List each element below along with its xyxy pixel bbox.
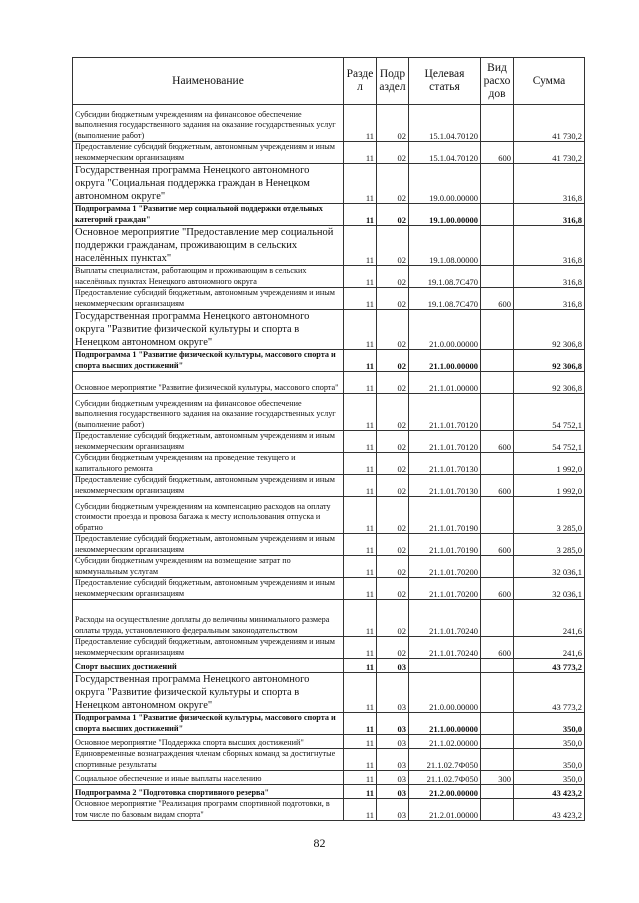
amount-cell: 41 730,2: [514, 142, 585, 164]
target-cell: 21.1.01.70120: [409, 431, 481, 453]
subsection-cell: 02: [377, 310, 409, 350]
subsection-cell: 02: [377, 534, 409, 556]
table-row: [73, 785, 585, 799]
target-cell: 21.1.02.7Ф050: [409, 749, 481, 771]
table-row: [73, 164, 585, 204]
target-cell: 21.0.00.00000: [409, 310, 481, 350]
table-row: [73, 288, 585, 310]
table-row: [73, 453, 585, 475]
name-cell: Государственная программа Ненецкого автономного округа "Развитие физической культуры и спорта в Ненецком автономном округе": [73, 310, 344, 350]
subsection-cell: 02: [377, 497, 409, 534]
subsection-cell: 02: [377, 453, 409, 475]
name-cell: Субсидии бюджетным учреждениям на возмещение затрат по коммунальным услугам: [73, 556, 344, 578]
subsection-cell: 02: [377, 288, 409, 310]
expense-type-cell: 600: [481, 475, 514, 497]
name-cell: Предоставление субсидий бюджетным, автономным учреждениям и иным некоммерческим организациям: [73, 288, 344, 310]
target-cell: 21.1.01.70190: [409, 497, 481, 534]
table-row: [73, 475, 585, 497]
name-cell: Расходы на осуществление доплаты до величины минимального размера оплаты труда, установленного федеральным законодательством: [73, 600, 344, 637]
target-cell: 21.2.01.00000: [409, 799, 481, 821]
expense-type-cell: [481, 713, 514, 735]
target-cell: 21.1.01.70200: [409, 578, 481, 600]
expense-type-cell: 600: [481, 637, 514, 659]
subsection-cell: 03: [377, 673, 409, 713]
target-cell: 15.1.04.70120: [409, 142, 481, 164]
name-cell: Подпрограмма 1 "Развитие физической культуры, массового спорта и спорта высших достижений": [73, 713, 344, 735]
table-row: [73, 105, 585, 142]
subsection-cell: 02: [377, 600, 409, 637]
section-cell: 11: [344, 600, 377, 637]
name-cell: Основное мероприятие "Поддержка спорта высших достижений": [73, 735, 344, 749]
section-cell: 11: [344, 105, 377, 142]
name-cell: Субсидии бюджетным учреждениям на финансовое обеспечение выполнения государственного задания на оказание государственных услуг (выполнение работ): [73, 394, 344, 431]
target-cell: 19.1.08.7С470: [409, 266, 481, 288]
subsection-cell: 03: [377, 771, 409, 785]
name-cell: Социальное обеспечение и иные выплаты населению: [73, 771, 344, 785]
section-cell: 11: [344, 637, 377, 659]
name-cell: Выплаты специалистам, работающим и проживающим в сельских населённых пунктах Ненецкого автономного округа: [73, 266, 344, 288]
amount-cell: 41 730,2: [514, 105, 585, 142]
section-cell: 11: [344, 475, 377, 497]
section-cell: 11: [344, 310, 377, 350]
section-cell: 11: [344, 288, 377, 310]
amount-cell: 92 306,8: [514, 310, 585, 350]
amount-cell: 316,8: [514, 204, 585, 226]
amount-cell: 316,8: [514, 266, 585, 288]
section-cell: 11: [344, 673, 377, 713]
amount-cell: 1 992,0: [514, 475, 585, 497]
name-cell: Предоставление субсидий бюджетным, автономным учреждениям и иным некоммерческим организациям: [73, 637, 344, 659]
target-cell: 21.1.01.70190: [409, 534, 481, 556]
name-cell: Основное мероприятие "Реализация программ спортивной подготовки, в том числе по базовым видам спорта": [73, 799, 344, 821]
expense-type-cell: [481, 785, 514, 799]
table-row: [73, 673, 585, 713]
target-cell: 21.1.01.00000: [409, 372, 481, 394]
subsection-cell: 03: [377, 785, 409, 799]
target-cell: 21.1.00.00000: [409, 713, 481, 735]
target-cell: 19.0.00.00000: [409, 164, 481, 204]
target-cell: 21.1.01.70240: [409, 600, 481, 637]
expense-type-cell: 300: [481, 771, 514, 785]
expense-type-cell: 600: [481, 142, 514, 164]
expense-type-cell: [481, 673, 514, 713]
expense-type-cell: 600: [481, 534, 514, 556]
table-row: [73, 310, 585, 350]
amount-cell: 32 036,1: [514, 556, 585, 578]
subsection-cell: 02: [377, 637, 409, 659]
table-row: [73, 266, 585, 288]
section-cell: 11: [344, 713, 377, 735]
subsection-cell: 03: [377, 659, 409, 673]
name-cell: Подпрограмма 1 "Развитие мер социальной поддержки отдельных категорий граждан": [73, 204, 344, 226]
target-cell: 21.1.01.70130: [409, 453, 481, 475]
name-cell: Подпрограмма 1 "Развитие физической культуры, массового спорта и спорта высших достижений": [73, 350, 344, 372]
expense-type-cell: [481, 105, 514, 142]
table-row: [73, 142, 585, 164]
expense-type-cell: [481, 310, 514, 350]
expense-type-cell: 600: [481, 431, 514, 453]
subsection-cell: 03: [377, 799, 409, 821]
table-row: [73, 497, 585, 534]
target-cell: 19.1.08.7С470: [409, 288, 481, 310]
name-cell: Спорт высших достижений: [73, 659, 344, 673]
amount-cell: 350,0: [514, 749, 585, 771]
target-cell: 21.2.00.00000: [409, 785, 481, 799]
table-row: [73, 204, 585, 226]
expense-type-cell: 600: [481, 288, 514, 310]
expense-type-cell: [481, 453, 514, 475]
name-cell: Предоставление субсидий бюджетным, автономным учреждениям и иным некоммерческим организациям: [73, 578, 344, 600]
subsection-cell: 02: [377, 142, 409, 164]
section-cell: 11: [344, 142, 377, 164]
header-section: Разде л: [344, 58, 377, 105]
header-name: Наименование: [73, 58, 344, 105]
expense-type-cell: [481, 164, 514, 204]
section-cell: 11: [344, 799, 377, 821]
table-row: [73, 350, 585, 372]
header-amount: Сумма: [514, 58, 585, 105]
expense-type-cell: [481, 749, 514, 771]
amount-cell: 43 773,2: [514, 673, 585, 713]
amount-cell: 43 423,2: [514, 799, 585, 821]
subsection-cell: 02: [377, 105, 409, 142]
amount-cell: 241,6: [514, 600, 585, 637]
section-cell: 11: [344, 372, 377, 394]
subsection-cell: 03: [377, 735, 409, 749]
subsection-cell: 02: [377, 578, 409, 600]
target-cell: 21.1.02.7Ф050: [409, 771, 481, 785]
name-cell: Единовременные вознаграждения членам сборных команд за достигнутые спортивные результаты: [73, 749, 344, 771]
table-row: [73, 771, 585, 785]
expense-type-cell: [481, 266, 514, 288]
name-cell: Субсидии бюджетным учреждениям на проведение текущего и капитального ремонта: [73, 453, 344, 475]
table-row: [73, 226, 585, 266]
subsection-cell: 02: [377, 394, 409, 431]
table-row: [73, 735, 585, 749]
amount-cell: 54 752,1: [514, 394, 585, 431]
expense-type-cell: [481, 799, 514, 821]
section-cell: 11: [344, 350, 377, 372]
amount-cell: 1 992,0: [514, 453, 585, 475]
amount-cell: 32 036,1: [514, 578, 585, 600]
page-number: 82: [313, 836, 326, 850]
name-cell: Субсидии бюджетным учреждениям на компенсацию расходов на оплату стоимости проезда и провоза багажа к месту использования отпуска и обратно: [73, 497, 344, 534]
amount-cell: 43 773,2: [514, 659, 585, 673]
name-cell: Государственная программа Ненецкого автономного округа "Социальная поддержка граждан в Ненецком автономном округе": [73, 164, 344, 204]
header-row: [73, 58, 585, 105]
expense-type-cell: [481, 372, 514, 394]
name-cell: Основное мероприятие "Предоставление мер социальной поддержки гражданам, проживающим в сельских населённых пунктах": [73, 226, 344, 266]
amount-cell: 316,8: [514, 288, 585, 310]
section-cell: 11: [344, 556, 377, 578]
section-cell: 11: [344, 204, 377, 226]
section-cell: 11: [344, 431, 377, 453]
header-subsection: Подр аздел: [377, 58, 409, 105]
table-row: [73, 394, 585, 431]
section-cell: 11: [344, 771, 377, 785]
subsection-cell: 03: [377, 713, 409, 735]
subsection-cell: 02: [377, 372, 409, 394]
name-cell: Предоставление субсидий бюджетным, автономным учреждениям и иным некоммерческим организациям: [73, 142, 344, 164]
amount-cell: 43 423,2: [514, 785, 585, 799]
expense-type-cell: [481, 226, 514, 266]
subsection-cell: 02: [377, 226, 409, 266]
budget-table: [72, 57, 585, 821]
subsection-cell: 02: [377, 204, 409, 226]
expense-type-cell: [481, 735, 514, 749]
amount-cell: 92 306,8: [514, 372, 585, 394]
subsection-cell: 02: [377, 164, 409, 204]
target-cell: 21.1.00.00000: [409, 350, 481, 372]
target-cell: [409, 659, 481, 673]
subsection-cell: 02: [377, 475, 409, 497]
subsection-cell: 02: [377, 556, 409, 578]
expense-type-cell: [481, 497, 514, 534]
amount-cell: 316,8: [514, 164, 585, 204]
target-cell: 21.1.01.70130: [409, 475, 481, 497]
amount-cell: 350,0: [514, 771, 585, 785]
amount-cell: 54 752,1: [514, 431, 585, 453]
expense-type-cell: [481, 350, 514, 372]
table-row: [73, 534, 585, 556]
section-cell: 11: [344, 497, 377, 534]
table-row: [73, 713, 585, 735]
name-cell: Субсидии бюджетным учреждениям на финансовое обеспечение выполнения государственного задания на оказание государственных услуг (выполнение работ): [73, 105, 344, 142]
name-cell: Предоставление субсидий бюджетным, автономным учреждениям и иным некоммерческим организациям: [73, 431, 344, 453]
target-cell: 19.1.00.00000: [409, 204, 481, 226]
expense-type-cell: [481, 556, 514, 578]
target-cell: 21.1.01.70240: [409, 637, 481, 659]
amount-cell: 92 306,8: [514, 350, 585, 372]
section-cell: 11: [344, 749, 377, 771]
table-row: [73, 749, 585, 771]
name-cell: Подпрограмма 2 "Подготовка спортивного резерва": [73, 785, 344, 799]
table-row: [73, 372, 585, 394]
target-cell: 21.1.02.00000: [409, 735, 481, 749]
amount-cell: 350,0: [514, 735, 585, 749]
section-cell: 11: [344, 453, 377, 475]
table-row: [73, 431, 585, 453]
amount-cell: 241,6: [514, 637, 585, 659]
expense-type-cell: [481, 659, 514, 673]
expense-type-cell: [481, 394, 514, 431]
table-row: [73, 600, 585, 637]
name-cell: Государственная программа Ненецкого автономного округа "Развитие физической культуры и спорта в Ненецком автономном округе": [73, 673, 344, 713]
section-cell: 11: [344, 226, 377, 266]
expense-type-cell: 600: [481, 578, 514, 600]
target-cell: 21.1.01.70120: [409, 394, 481, 431]
name-cell: Основное мероприятие "Развитие физической культуры, массового спорта": [73, 372, 344, 394]
target-cell: 19.1.08.00000: [409, 226, 481, 266]
amount-cell: 3 285,0: [514, 497, 585, 534]
section-cell: 11: [344, 534, 377, 556]
table-row: [73, 556, 585, 578]
subsection-cell: 02: [377, 266, 409, 288]
subsection-cell: 02: [377, 431, 409, 453]
section-cell: 11: [344, 659, 377, 673]
amount-cell: 3 285,0: [514, 534, 585, 556]
header-target: Целевая статья: [409, 58, 481, 105]
table-row: [73, 659, 585, 673]
section-cell: 11: [344, 735, 377, 749]
section-cell: 11: [344, 266, 377, 288]
target-cell: 21.1.01.70200: [409, 556, 481, 578]
table-row: [73, 578, 585, 600]
target-cell: 15.1.04.70120: [409, 105, 481, 142]
expense-type-cell: [481, 600, 514, 637]
amount-cell: 350,0: [514, 713, 585, 735]
section-cell: 11: [344, 785, 377, 799]
subsection-cell: 03: [377, 749, 409, 771]
subsection-cell: 02: [377, 350, 409, 372]
header-expense-type: Вид расхо дов: [481, 58, 514, 105]
target-cell: 21.0.00.00000: [409, 673, 481, 713]
section-cell: 11: [344, 578, 377, 600]
section-cell: 11: [344, 164, 377, 204]
amount-cell: 316,8: [514, 226, 585, 266]
name-cell: Предоставление субсидий бюджетным, автономным учреждениям и иным некоммерческим организациям: [73, 534, 344, 556]
expense-type-cell: [481, 204, 514, 226]
section-cell: 11: [344, 394, 377, 431]
table-row: [73, 799, 585, 821]
table-row: [73, 637, 585, 659]
name-cell: Предоставление субсидий бюджетным, автономным учреждениям и иным некоммерческим организациям: [73, 475, 344, 497]
